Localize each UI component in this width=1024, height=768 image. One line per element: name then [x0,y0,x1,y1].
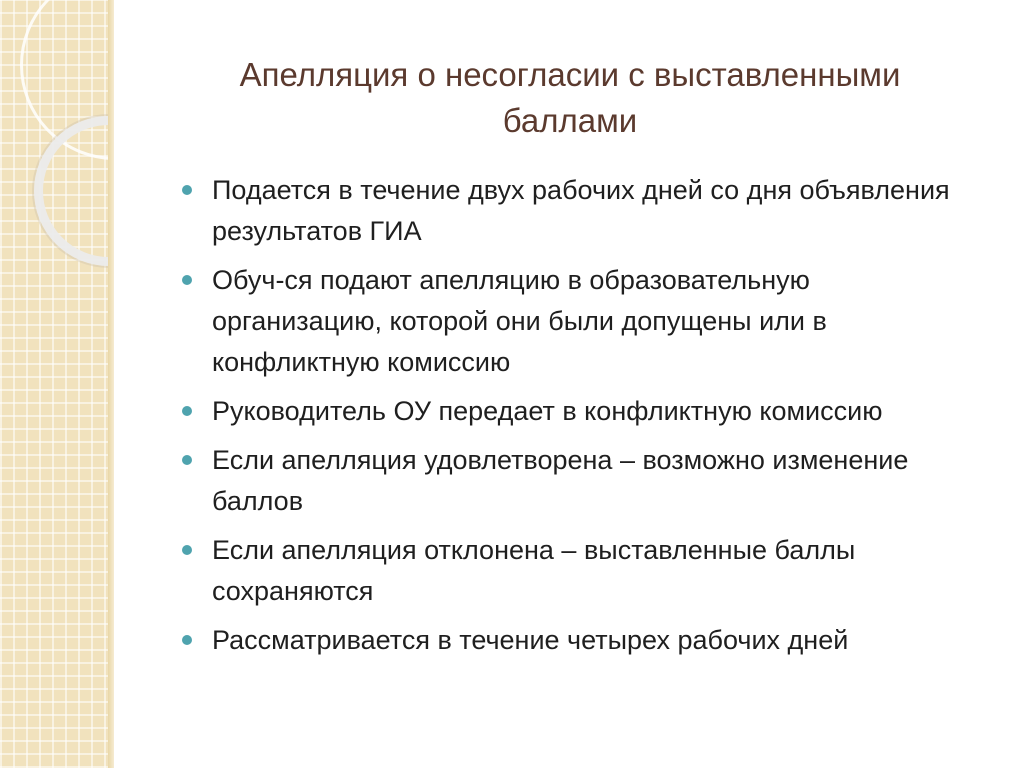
list-item [182,170,982,252]
bullet-dot-icon [182,635,192,645]
list-item [182,530,982,612]
slide-title: Апелляция о несогласии с выставленными баллами [239,56,901,139]
list-item-text: Подается в течение двух рабочих дней со дня объявления результатов ГИА [212,175,950,246]
bullet-dot-icon [182,455,192,465]
list-item-text: Рассматривается в течение четырех рабочих дней [212,625,849,655]
list-item-text: Обуч-ся подают апелляцию в образовательную организацию, которой они были допущены или в конфликтную комиссию [212,265,827,377]
bullet-dot-icon [182,275,192,285]
list-item-text: Если апелляция отклонена – выставленные баллы сохраняются [212,535,856,606]
list-item [182,391,982,432]
list-item [182,260,982,383]
ring-decoration-icon [34,116,112,266]
bullet-list [182,170,982,669]
bullet-dot-icon [182,545,192,555]
list-item-text: Если апелляция удовлетворена – возможно изменение баллов [212,445,909,516]
bullet-dot-icon [182,185,192,195]
bullet-dot-icon [182,406,192,416]
list-item-text: Руководитель ОУ передает в конфликтную комиссию [212,396,883,426]
list-item [182,440,982,522]
decorative-side-panel [0,0,112,768]
side-panel-edge [108,0,114,768]
list-item [182,620,982,661]
